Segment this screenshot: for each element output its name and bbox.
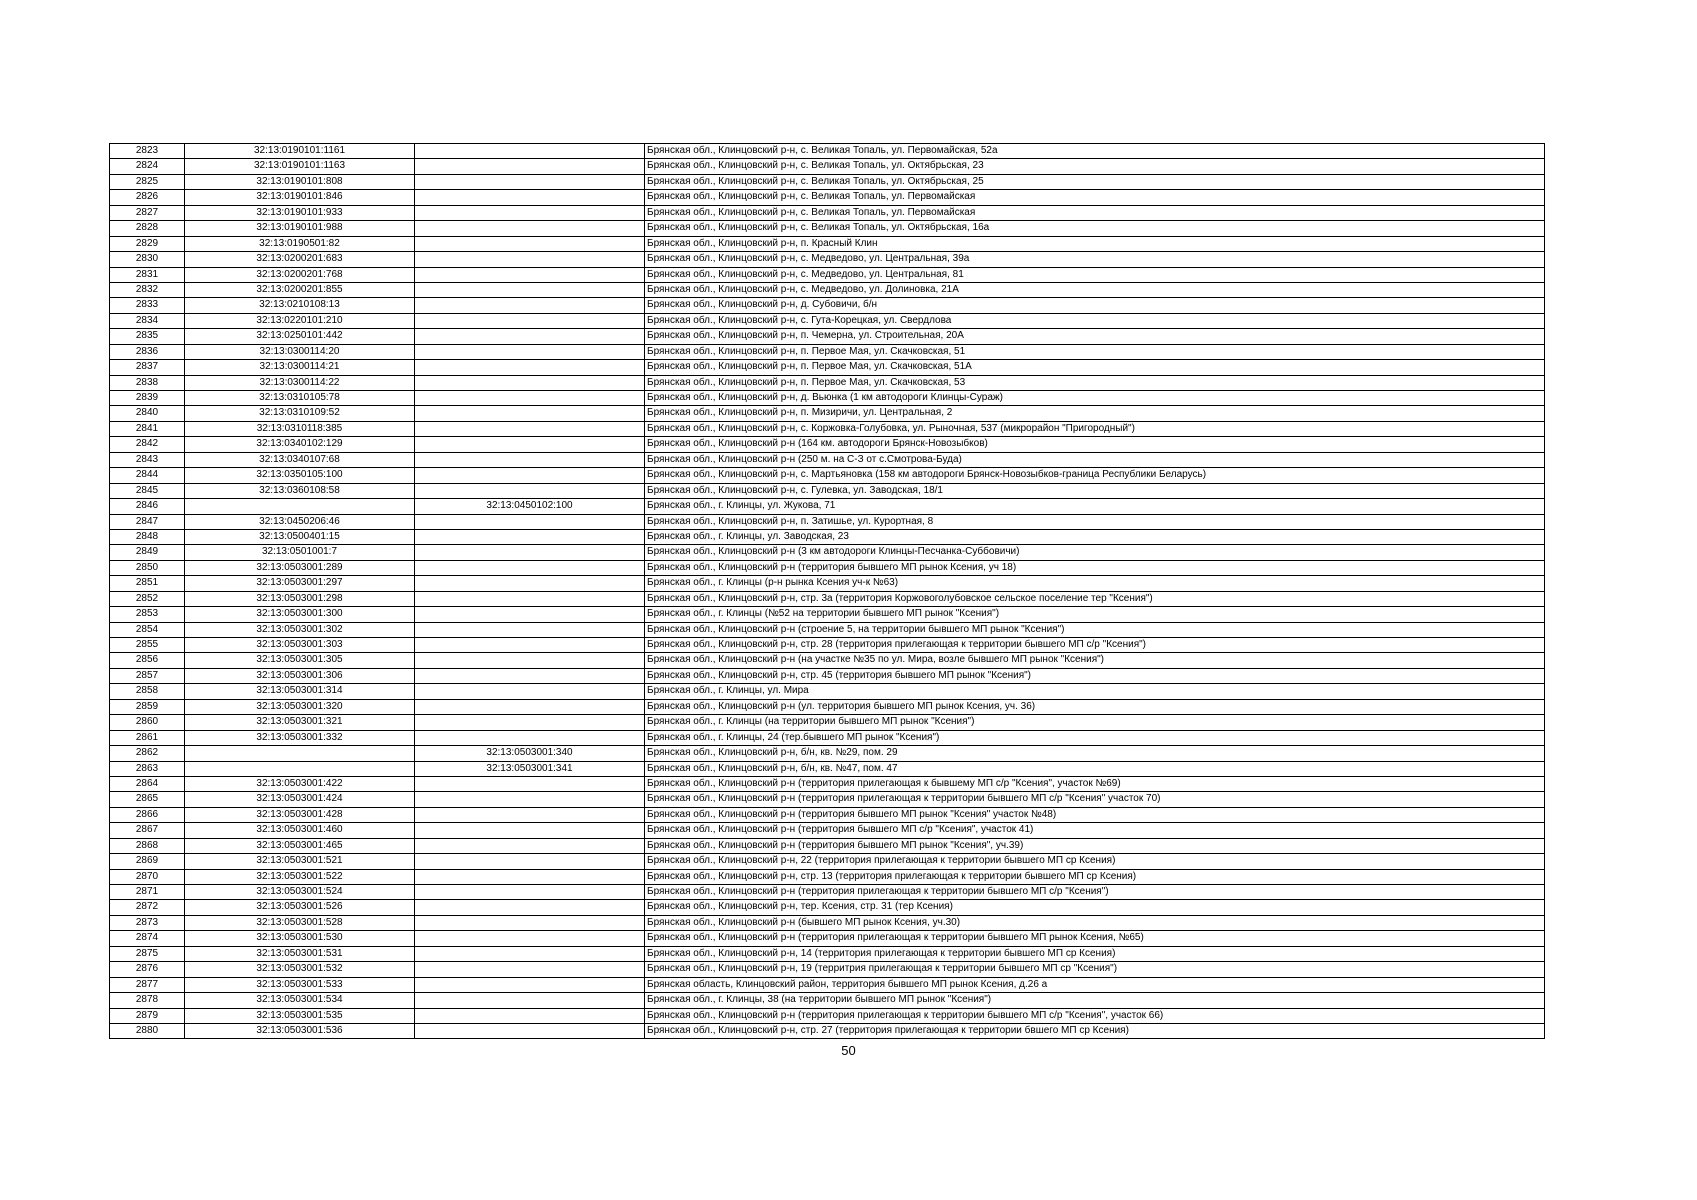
premises-cadastral-number-cell bbox=[415, 421, 645, 436]
table-row bbox=[110, 715, 1545, 730]
table-row bbox=[110, 823, 1545, 838]
row-number-cell: 2862 bbox=[110, 746, 185, 761]
premises-cadastral-number-cell bbox=[415, 545, 645, 560]
premises-cadastral-number-cell bbox=[415, 977, 645, 992]
address-cell: Брянская обл., Клинцовский р-н (164 км. автодороги Брянск-Новозыбков) bbox=[645, 437, 1545, 452]
table-row bbox=[110, 468, 1545, 483]
premises-cadastral-number-cell bbox=[415, 483, 645, 498]
table-row bbox=[110, 730, 1545, 745]
table-row bbox=[110, 699, 1545, 714]
address-cell: Брянская обл., Клинцовский р-н, с. Медведово, ул. Центральная, 81 bbox=[645, 267, 1545, 282]
cadastral-number-cell: 32:13:0503001:302 bbox=[185, 622, 415, 637]
table-row bbox=[110, 869, 1545, 884]
row-number-cell: 2845 bbox=[110, 483, 185, 498]
address-cell: Брянская обл., Клинцовский р-н, с. Медведово, ул. Центральная, 39а bbox=[645, 252, 1545, 267]
premises-cadastral-number-cell bbox=[415, 174, 645, 189]
row-number-cell: 2832 bbox=[110, 282, 185, 297]
address-cell: Брянская обл., Клинцовский р-н (территория прилегающая к территории бывшего МП с/р "Ксения" участок 70) bbox=[645, 792, 1545, 807]
row-number-cell: 2855 bbox=[110, 638, 185, 653]
row-number-cell: 2839 bbox=[110, 391, 185, 406]
address-cell: Брянская обл., Клинцовский р-н, с. Мартьяновка (158 км автодороги Брянск-Новозыбков-граница Республики Беларусь) bbox=[645, 468, 1545, 483]
cadastral-number-cell: 32:13:0503001:297 bbox=[185, 576, 415, 591]
cadastral-number-cell: 32:13:0340102:129 bbox=[185, 437, 415, 452]
address-cell: Брянская обл., Клинцовский р-н, с. Великая Топаль, ул. Октябрьская, 25 bbox=[645, 174, 1545, 189]
row-number-cell: 2868 bbox=[110, 838, 185, 853]
row-number-cell: 2849 bbox=[110, 545, 185, 560]
table-row bbox=[110, 946, 1545, 961]
address-cell: Брянская обл., г. Клинцы, ул. Мира bbox=[645, 684, 1545, 699]
address-cell: Брянская обл., Клинцовский р-н, с. Великая Топаль, ул. Первомайская bbox=[645, 205, 1545, 220]
table-row bbox=[110, 159, 1545, 174]
cadastral-number-cell: 32:13:0503001:535 bbox=[185, 1008, 415, 1023]
row-number-cell: 2834 bbox=[110, 313, 185, 328]
table-row bbox=[110, 391, 1545, 406]
table-row bbox=[110, 900, 1545, 915]
premises-cadastral-number-cell bbox=[415, 823, 645, 838]
table-row bbox=[110, 838, 1545, 853]
premises-cadastral-number-cell bbox=[415, 869, 645, 884]
row-number-cell: 2859 bbox=[110, 699, 185, 714]
premises-cadastral-number-cell bbox=[415, 838, 645, 853]
address-cell: Брянская обл., Клинцовский р-н (территория бывшего МП рынок "Ксения" участок №48) bbox=[645, 807, 1545, 822]
cadastral-number-cell: 32:13:0190501:82 bbox=[185, 236, 415, 251]
cadastral-number-cell: 32:13:0200201:855 bbox=[185, 282, 415, 297]
premises-cadastral-number-cell bbox=[415, 468, 645, 483]
address-cell: Брянская обл., Клинцовский р-н (территория бывшего МП рынок Ксения, уч 18) bbox=[645, 560, 1545, 575]
row-number-cell: 2853 bbox=[110, 607, 185, 622]
address-cell: Брянская обл., Клинцовский р-н, 14 (территория прилегающая к территории бывшего МП ср Ксения) bbox=[645, 946, 1545, 961]
table-row bbox=[110, 514, 1545, 529]
cadastral-number-cell: 32:13:0503001:314 bbox=[185, 684, 415, 699]
row-number-cell: 2823 bbox=[110, 144, 185, 159]
cadastral-number-cell: 32:13:0503001:300 bbox=[185, 607, 415, 622]
table-row bbox=[110, 221, 1545, 236]
premises-cadastral-number-cell bbox=[415, 452, 645, 467]
row-number-cell: 2857 bbox=[110, 668, 185, 683]
table-row bbox=[110, 638, 1545, 653]
address-cell: Брянская обл., Клинцовский р-н, п. Мизиричи, ул. Центральная, 2 bbox=[645, 406, 1545, 421]
premises-cadastral-number-cell bbox=[415, 236, 645, 251]
row-number-cell: 2874 bbox=[110, 931, 185, 946]
address-cell: Брянская обл., Клинцовский р-н (территория бывшего МП рынок "Ксения", уч.39) bbox=[645, 838, 1545, 853]
row-number-cell: 2840 bbox=[110, 406, 185, 421]
premises-cadastral-number-cell bbox=[415, 144, 645, 159]
address-cell: Брянская обл., Клинцовский р-н (территория прилегающая к бывшему МП с/р "Ксения", участок №69) bbox=[645, 776, 1545, 791]
cadastral-number-cell bbox=[185, 746, 415, 761]
cadastral-number-cell: 32:13:0503001:321 bbox=[185, 715, 415, 730]
premises-cadastral-number-cell bbox=[415, 699, 645, 714]
address-cell: Брянская обл., Клинцовский р-н, тер. Ксения, стр. 31 (тер Ксения) bbox=[645, 900, 1545, 915]
table-row bbox=[110, 591, 1545, 606]
cadastral-number-cell: 32:13:0503001:298 bbox=[185, 591, 415, 606]
row-number-cell: 2871 bbox=[110, 885, 185, 900]
table-row bbox=[110, 483, 1545, 498]
cadastral-number-cell: 32:13:0503001:303 bbox=[185, 638, 415, 653]
address-cell: Брянская обл., Клинцовский р-н (территория прилегающая к территории бывшего МП с/р "Ксения", участок 66) bbox=[645, 1008, 1545, 1023]
row-number-cell: 2856 bbox=[110, 653, 185, 668]
cadastral-number-cell: 32:13:0503001:422 bbox=[185, 776, 415, 791]
premises-cadastral-number-cell bbox=[415, 915, 645, 930]
row-number-cell: 2833 bbox=[110, 298, 185, 313]
cadastral-number-cell: 32:13:0501001:7 bbox=[185, 545, 415, 560]
address-cell: Брянская обл., Клинцовский р-н, с. Великая Топаль, ул. Первомайская bbox=[645, 190, 1545, 205]
table-row bbox=[110, 360, 1545, 375]
table-row bbox=[110, 421, 1545, 436]
address-cell: Брянская обл., Клинцовский р-н (бывшего МП рынок Ксения, уч.30) bbox=[645, 915, 1545, 930]
row-number-cell: 2851 bbox=[110, 576, 185, 591]
row-number-cell: 2846 bbox=[110, 499, 185, 514]
premises-cadastral-number-cell bbox=[415, 313, 645, 328]
table-row bbox=[110, 915, 1545, 930]
cadastral-number-cell: 32:13:0503001:530 bbox=[185, 931, 415, 946]
table-row bbox=[110, 267, 1545, 282]
cadastral-number-cell: 32:13:0503001:528 bbox=[185, 915, 415, 930]
address-cell: Брянская обл., Клинцовский р-н, п. Красный Клин bbox=[645, 236, 1545, 251]
row-number-cell: 2875 bbox=[110, 946, 185, 961]
cadastral-number-cell: 32:13:0350105:100 bbox=[185, 468, 415, 483]
premises-cadastral-number-cell bbox=[415, 267, 645, 282]
address-cell: Брянская обл., Клинцовский р-н (на участке №35 по ул. Мира, возле бывшего МП рынок "Ксения") bbox=[645, 653, 1545, 668]
cadastral-number-cell: 32:13:0503001:320 bbox=[185, 699, 415, 714]
cadastral-number-cell: 32:13:0220101:210 bbox=[185, 313, 415, 328]
row-number-cell: 2843 bbox=[110, 452, 185, 467]
table-row bbox=[110, 885, 1545, 900]
cadastral-number-cell: 32:13:0450206:46 bbox=[185, 514, 415, 529]
address-cell: Брянская обл., Клинцовский р-н, с. Гулевка, ул. Заводская, 18/1 bbox=[645, 483, 1545, 498]
premises-cadastral-number-cell bbox=[415, 190, 645, 205]
table-row bbox=[110, 746, 1545, 761]
row-number-cell: 2847 bbox=[110, 514, 185, 529]
premises-cadastral-number-cell bbox=[415, 946, 645, 961]
cadastral-number-cell: 32:13:0503001:306 bbox=[185, 668, 415, 683]
premises-cadastral-number-cell bbox=[415, 252, 645, 267]
cadastral-number-cell: 32:13:0200201:768 bbox=[185, 267, 415, 282]
row-number-cell: 2878 bbox=[110, 993, 185, 1008]
row-number-cell: 2863 bbox=[110, 761, 185, 776]
premises-cadastral-number-cell bbox=[415, 375, 645, 390]
address-cell: Брянская обл., г. Клинцы (№52 на территории бывшего МП рынок "Ксения") bbox=[645, 607, 1545, 622]
row-number-cell: 2866 bbox=[110, 807, 185, 822]
premises-cadastral-number-cell bbox=[415, 607, 645, 622]
premises-cadastral-number-cell bbox=[415, 854, 645, 869]
table-row bbox=[110, 807, 1545, 822]
table-row bbox=[110, 993, 1545, 1008]
row-number-cell: 2825 bbox=[110, 174, 185, 189]
cadastral-number-cell: 32:13:0503001:465 bbox=[185, 838, 415, 853]
address-cell: Брянская область, Клинцовский район, территория бывшего МП рынок Ксения, д.26 а bbox=[645, 977, 1545, 992]
premises-cadastral-number-cell bbox=[415, 560, 645, 575]
row-number-cell: 2841 bbox=[110, 421, 185, 436]
premises-cadastral-number-cell bbox=[415, 730, 645, 745]
address-cell: Брянская обл., Клинцовский р-н, с. Великая Топаль, ул. Октябрьская, 23 bbox=[645, 159, 1545, 174]
row-number-cell: 2831 bbox=[110, 267, 185, 282]
premises-cadastral-number-cell bbox=[415, 807, 645, 822]
cadastral-number-cell: 32:13:0190101:933 bbox=[185, 205, 415, 220]
address-cell: Брянская обл., г. Клинцы, ул. Жукова, 71 bbox=[645, 499, 1545, 514]
address-cell: Брянская обл., Клинцовский р-н, с. Коржовка-Голубовка, ул. Рыночная, 537 (микрорайон "Пригородный") bbox=[645, 421, 1545, 436]
premises-cadastral-number-cell bbox=[415, 282, 645, 297]
cadastral-number-cell: 32:13:0300114:20 bbox=[185, 344, 415, 359]
address-cell: Брянская обл., Клинцовский р-н, п. Первое Мая, ул. Скачковская, 51 bbox=[645, 344, 1545, 359]
row-number-cell: 2864 bbox=[110, 776, 185, 791]
cadastral-number-cell: 32:13:0500401:15 bbox=[185, 529, 415, 544]
cadastral-number-cell: 32:13:0250101:442 bbox=[185, 329, 415, 344]
row-number-cell: 2852 bbox=[110, 591, 185, 606]
row-number-cell: 2848 bbox=[110, 529, 185, 544]
premises-cadastral-number-cell bbox=[415, 159, 645, 174]
row-number-cell: 2828 bbox=[110, 221, 185, 236]
table-row bbox=[110, 576, 1545, 591]
premises-cadastral-number-cell bbox=[415, 298, 645, 313]
address-cell: Брянская обл., г. Клинцы, ул. Заводская, 23 bbox=[645, 529, 1545, 544]
cadastral-number-cell: 32:13:0300114:21 bbox=[185, 360, 415, 375]
table-row bbox=[110, 375, 1545, 390]
premises-cadastral-number-cell bbox=[415, 576, 645, 591]
cadastral-number-cell: 32:13:0340107:68 bbox=[185, 452, 415, 467]
premises-cadastral-number-cell bbox=[415, 622, 645, 637]
premises-cadastral-number-cell bbox=[415, 591, 645, 606]
cadastral-number-cell: 32:13:0190101:846 bbox=[185, 190, 415, 205]
row-number-cell: 2824 bbox=[110, 159, 185, 174]
address-cell: Брянская обл., Клинцовский р-н, стр. 28 (территория прилегающая к территории бывшего МП с/р "Ксения") bbox=[645, 638, 1545, 653]
address-cell: Брянская обл., Клинцовский р-н (3 км автодороги Клинцы-Песчанка-Суббовичи) bbox=[645, 545, 1545, 560]
address-cell: Брянская обл., Клинцовский р-н (территория прилегающая к территории бывшего МП с/р "Ксения") bbox=[645, 885, 1545, 900]
row-number-cell: 2880 bbox=[110, 1023, 185, 1038]
address-cell: Брянская обл., Клинцовский р-н, стр. 13 (территория прилегающая к территории бывшего МП ср Ксения) bbox=[645, 869, 1545, 884]
premises-cadastral-number-cell bbox=[415, 653, 645, 668]
table-row bbox=[110, 931, 1545, 946]
cadastral-number-cell: 32:13:0503001:424 bbox=[185, 792, 415, 807]
cadastral-number-cell bbox=[185, 499, 415, 514]
address-cell: Брянская обл., Клинцовский р-н, с. Медведово, ул. Долиновка, 21А bbox=[645, 282, 1545, 297]
row-number-cell: 2826 bbox=[110, 190, 185, 205]
premises-cadastral-number-cell bbox=[415, 221, 645, 236]
address-cell: Брянская обл., Клинцовский р-н, п. Затишье, ул. Курортная, 8 bbox=[645, 514, 1545, 529]
address-cell: Брянская обл., Клинцовский р-н, п. Первое Мая, ул. Скачковская, 51А bbox=[645, 360, 1545, 375]
address-cell: Брянская обл., Клинцовский р-н, б/н, кв. №29, пом. 29 bbox=[645, 746, 1545, 761]
table-row bbox=[110, 282, 1545, 297]
premises-cadastral-number-cell bbox=[415, 329, 645, 344]
address-cell: Брянская обл., г. Клинцы (р-н рынка Ксения уч-к №63) bbox=[645, 576, 1545, 591]
row-number-cell: 2854 bbox=[110, 622, 185, 637]
cadastral-number-cell bbox=[185, 761, 415, 776]
table-row bbox=[110, 313, 1545, 328]
table-row bbox=[110, 205, 1545, 220]
cadastral-number-cell: 32:13:0310109:52 bbox=[185, 406, 415, 421]
cadastral-number-cell: 32:13:0503001:522 bbox=[185, 869, 415, 884]
table-row bbox=[110, 684, 1545, 699]
premises-cadastral-number-cell bbox=[415, 638, 645, 653]
premises-cadastral-number-cell: 32:13:0450102:100 bbox=[415, 499, 645, 514]
address-cell: Брянская обл., Клинцовский р-н, 19 (территрия прилегающая к территории бывшего МП ср "Ксения") bbox=[645, 962, 1545, 977]
address-cell: Брянская обл., Клинцовский р-н, д. Субовичи, б/н bbox=[645, 298, 1545, 313]
cadastral-number-cell: 32:13:0503001:289 bbox=[185, 560, 415, 575]
row-number-cell: 2842 bbox=[110, 437, 185, 452]
table-row bbox=[110, 560, 1545, 575]
premises-cadastral-number-cell bbox=[415, 360, 645, 375]
table-row bbox=[110, 452, 1545, 467]
table-row bbox=[110, 854, 1545, 869]
page-number: 50 bbox=[841, 1043, 856, 1058]
premises-cadastral-number-cell: 32:13:0503001:341 bbox=[415, 761, 645, 776]
cadastral-number-cell: 32:13:0503001:536 bbox=[185, 1023, 415, 1038]
cadastral-number-cell: 32:13:0310105:78 bbox=[185, 391, 415, 406]
row-number-cell: 2876 bbox=[110, 962, 185, 977]
row-number-cell: 2850 bbox=[110, 560, 185, 575]
address-cell: Брянская обл., г. Клинцы, 38 (на территории бывшего МП рынок "Ксения") bbox=[645, 993, 1545, 1008]
row-number-cell: 2844 bbox=[110, 468, 185, 483]
address-cell: Брянская обл., Клинцовский р-н, стр. 27 (территория прилегающая к территории бвшего МП ср Ксения) bbox=[645, 1023, 1545, 1038]
table-row bbox=[110, 545, 1545, 560]
table-row bbox=[110, 668, 1545, 683]
row-number-cell: 2870 bbox=[110, 869, 185, 884]
table-row bbox=[110, 437, 1545, 452]
cadastral-number-cell: 32:13:0310118:385 bbox=[185, 421, 415, 436]
premises-cadastral-number-cell bbox=[415, 931, 645, 946]
address-cell: Брянская обл., Клинцовский р-н, с. Гута-Корецкая, ул. Свердлова bbox=[645, 313, 1545, 328]
address-cell: Брянская обл., Клинцовский р-н, стр. 3а (территория Коржовоголубовское сельское поселение тер "Ксения") bbox=[645, 591, 1545, 606]
cadastral-number-cell: 32:13:0503001:524 bbox=[185, 885, 415, 900]
address-cell: Брянская обл., г. Клинцы (на территории бывшего МП рынок "Ксения") bbox=[645, 715, 1545, 730]
table-row bbox=[110, 607, 1545, 622]
table-row bbox=[110, 1008, 1545, 1023]
address-cell: Брянская обл., Клинцовский р-н, п. Первое Мая, ул. Скачковская, 53 bbox=[645, 375, 1545, 390]
address-cell: Брянская обл., Клинцовский р-н (250 м. на С-З от с.Смотрова-Буда) bbox=[645, 452, 1545, 467]
address-cell: Брянская обл., Клинцовский р-н, с. Великая Топаль, ул. Первомайская, 52а bbox=[645, 144, 1545, 159]
row-number-cell: 2830 bbox=[110, 252, 185, 267]
table-row bbox=[110, 1023, 1545, 1038]
cadastral-number-cell: 32:13:0503001:305 bbox=[185, 653, 415, 668]
premises-cadastral-number-cell bbox=[415, 668, 645, 683]
table-row bbox=[110, 174, 1545, 189]
cadastral-number-cell: 32:13:0503001:428 bbox=[185, 807, 415, 822]
cadastral-number-cell: 32:13:0503001:533 bbox=[185, 977, 415, 992]
row-number-cell: 2877 bbox=[110, 977, 185, 992]
table-row bbox=[110, 761, 1545, 776]
premises-cadastral-number-cell bbox=[415, 885, 645, 900]
address-cell: Брянская обл., г. Клинцы, 24 (тер.бывшего МП рынок "Ксения") bbox=[645, 730, 1545, 745]
row-number-cell: 2865 bbox=[110, 792, 185, 807]
row-number-cell: 2858 bbox=[110, 684, 185, 699]
address-cell: Брянская обл., Клинцовский р-н, с. Великая Топаль, ул. Октябрьская, 16а bbox=[645, 221, 1545, 236]
table-row bbox=[110, 236, 1545, 251]
cadastral-number-cell: 32:13:0503001:534 bbox=[185, 993, 415, 1008]
address-cell: Брянская обл., Клинцовский р-н (строение 5, на территории бывшего МП рынок "Ксения") bbox=[645, 622, 1545, 637]
table-row bbox=[110, 329, 1545, 344]
row-number-cell: 2869 bbox=[110, 854, 185, 869]
premises-cadastral-number-cell bbox=[415, 529, 645, 544]
row-number-cell: 2838 bbox=[110, 375, 185, 390]
table-row bbox=[110, 622, 1545, 637]
premises-cadastral-number-cell bbox=[415, 437, 645, 452]
address-cell: Брянская обл., Клинцовский р-н (территория бывшего МП с/р "Ксения", участок 41) bbox=[645, 823, 1545, 838]
registry-table-body bbox=[110, 144, 1545, 1039]
row-number-cell: 2860 bbox=[110, 715, 185, 730]
cadastral-number-cell: 32:13:0503001:332 bbox=[185, 730, 415, 745]
cadastral-number-cell: 32:13:0190101:988 bbox=[185, 221, 415, 236]
cadastral-number-cell: 32:13:0503001:521 bbox=[185, 854, 415, 869]
cadastral-number-cell: 32:13:0190101:808 bbox=[185, 174, 415, 189]
premises-cadastral-number-cell bbox=[415, 792, 645, 807]
premises-cadastral-number-cell: 32:13:0503001:340 bbox=[415, 746, 645, 761]
cadastral-number-cell: 32:13:0190101:1163 bbox=[185, 159, 415, 174]
cadastral-number-cell: 32:13:0200201:683 bbox=[185, 252, 415, 267]
address-cell: Брянская обл., Клинцовский р-н, д. Вьюнка (1 км автодороги Клинцы-Сураж) bbox=[645, 391, 1545, 406]
table-row bbox=[110, 344, 1545, 359]
premises-cadastral-number-cell bbox=[415, 514, 645, 529]
premises-cadastral-number-cell bbox=[415, 684, 645, 699]
premises-cadastral-number-cell bbox=[415, 1008, 645, 1023]
table-row bbox=[110, 653, 1545, 668]
address-cell: Брянская обл., Клинцовский р-н, б/н, кв. №47, пом. 47 bbox=[645, 761, 1545, 776]
premises-cadastral-number-cell bbox=[415, 406, 645, 421]
premises-cadastral-number-cell bbox=[415, 900, 645, 915]
table-row bbox=[110, 499, 1545, 514]
premises-cadastral-number-cell bbox=[415, 715, 645, 730]
table-row bbox=[110, 298, 1545, 313]
table-row bbox=[110, 962, 1545, 977]
cadastral-number-cell: 32:13:0503001:526 bbox=[185, 900, 415, 915]
table-row bbox=[110, 252, 1545, 267]
premises-cadastral-number-cell bbox=[415, 1023, 645, 1038]
cadastral-number-cell: 32:13:0190101:1161 bbox=[185, 144, 415, 159]
table-row bbox=[110, 529, 1545, 544]
address-cell: Брянская обл., Клинцовский р-н, стр. 45 (территория бывшего МП рынок "Ксения") bbox=[645, 668, 1545, 683]
premises-cadastral-number-cell bbox=[415, 344, 645, 359]
address-cell: Брянская обл., Клинцовский р-н (территория прилегающая к территории бывшего МП рынок Ксения, №65) bbox=[645, 931, 1545, 946]
premises-cadastral-number-cell bbox=[415, 962, 645, 977]
premises-cadastral-number-cell bbox=[415, 391, 645, 406]
row-number-cell: 2829 bbox=[110, 236, 185, 251]
table-row bbox=[110, 144, 1545, 159]
row-number-cell: 2835 bbox=[110, 329, 185, 344]
table-row bbox=[110, 776, 1545, 791]
row-number-cell: 2872 bbox=[110, 900, 185, 915]
table-row bbox=[110, 190, 1545, 205]
row-number-cell: 2879 bbox=[110, 1008, 185, 1023]
premises-cadastral-number-cell bbox=[415, 993, 645, 1008]
row-number-cell: 2867 bbox=[110, 823, 185, 838]
cadastral-number-cell: 32:13:0503001:460 bbox=[185, 823, 415, 838]
cadastral-number-cell: 32:13:0360108:58 bbox=[185, 483, 415, 498]
row-number-cell: 2837 bbox=[110, 360, 185, 375]
table-row bbox=[110, 977, 1545, 992]
address-cell: Брянская обл., Клинцовский р-н, п. Чемерна, ул. Строительная, 20А bbox=[645, 329, 1545, 344]
row-number-cell: 2836 bbox=[110, 344, 185, 359]
row-number-cell: 2873 bbox=[110, 915, 185, 930]
cadastral-number-cell: 32:13:0210108:13 bbox=[185, 298, 415, 313]
table-row bbox=[110, 406, 1545, 421]
table-row bbox=[110, 792, 1545, 807]
cadastral-number-cell: 32:13:0300114:22 bbox=[185, 375, 415, 390]
address-cell: Брянская обл., Клинцовский р-н (ул. территория бывшего МП рынок Ксения, уч. 36) bbox=[645, 699, 1545, 714]
row-number-cell: 2827 bbox=[110, 205, 185, 220]
row-number-cell: 2861 bbox=[110, 730, 185, 745]
premises-cadastral-number-cell bbox=[415, 205, 645, 220]
cadastral-number-cell: 32:13:0503001:532 bbox=[185, 962, 415, 977]
address-cell: Брянская обл., Клинцовский р-н, 22 (территория прилегающая к территории бывшего МП ср Ксения) bbox=[645, 854, 1545, 869]
registry-table bbox=[109, 143, 1545, 1039]
premises-cadastral-number-cell bbox=[415, 776, 645, 791]
cadastral-number-cell: 32:13:0503001:531 bbox=[185, 946, 415, 961]
